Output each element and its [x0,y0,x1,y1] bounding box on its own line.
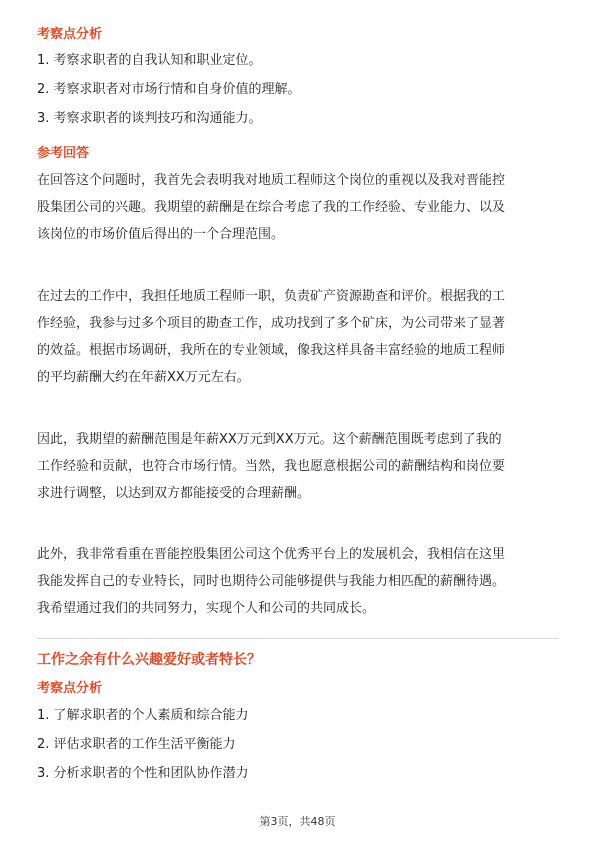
paragraph-line: 作经验，我参与过多个项目的勘查工作，成功找到了多个矿床，为公司带来了显著 [37,316,506,331]
question-title: 工作之余有什么兴趣爱好或者特长？ [37,652,261,668]
paragraph-line: 的平均薪酬大约在年薪XX万元左右。 [37,370,250,385]
analysis-heading: 考察点分析 [37,27,103,42]
paragraph-line: 在过去的工作中，我担任地质工程师一职，负责矿产资源勘查和评价。根据我的工 [37,289,506,304]
analysis-item-3: 3. 考察求职者的谈判技巧和沟通能力。 [37,111,262,126]
answer-paragraph-1 [37,167,559,248]
analysis-item-1: 1. 了解求职者的个人素质和综合能力 [37,708,249,723]
analysis-item-2: 2. 评估求职者的工作生活平衡能力 [37,737,236,752]
paragraph-line: 工作经验和贡献，也符合市场行情。当然，我也愿意根据公司的薪酬结构和岗位要 [37,459,506,474]
answer-paragraph-2 [37,283,559,391]
paragraph-line: 我希望通过我们的共同努力，实现个人和公司的共同成长。 [37,601,376,616]
page-number: 第3页，共48页 [259,815,336,828]
paragraph-line: 此外，我非常看重在晋能控股集团公司这个优秀平台上的发展机会，我相信在这里 [37,547,506,562]
paragraph-line: 我能发挥自己的专业特长，同时也期待公司能够提供与我能力相匹配的薪酬待遇。 [37,574,506,589]
answer-paragraph-4 [37,541,559,622]
paragraph-line: 求进行调整，以达到双方都能接受的合理薪酬。 [37,486,311,501]
answer-heading: 参考回答 [37,146,90,161]
analysis-item-3: 3. 分析求职者的个性和团队协作潜力 [37,766,249,781]
section-divider [37,638,559,639]
analysis-item-2: 2. 考察求职者对市场行情和自身价值的理解。 [37,82,301,97]
analysis-heading-2: 考察点分析 [37,681,103,696]
answer-paragraph-3 [37,426,559,507]
analysis-item-1: 1. 考察求职者的自我认知和职业定位。 [37,53,262,68]
paragraph-line: 的效益。根据市场调研，我所在的专业领域，像我这样具备丰富经验的地质工程师 [37,343,506,358]
paragraph-line: 股集团公司的兴趣。我期望的薪酬是在综合考虑了我的工作经验、专业能力、以及 [37,200,506,215]
paragraph-line: 该岗位的市场价值后得出的一个合理范围。 [37,227,285,242]
paragraph-line: 因此，我期望的薪酬范围是年薪XX万元到XX万元。这个薪酬范围既考虑到了我的 [37,432,502,447]
paragraph-line: 在回答这个问题时，我首先会表明我对地质工程师这个岗位的重视以及我对晋能控 [37,173,506,188]
